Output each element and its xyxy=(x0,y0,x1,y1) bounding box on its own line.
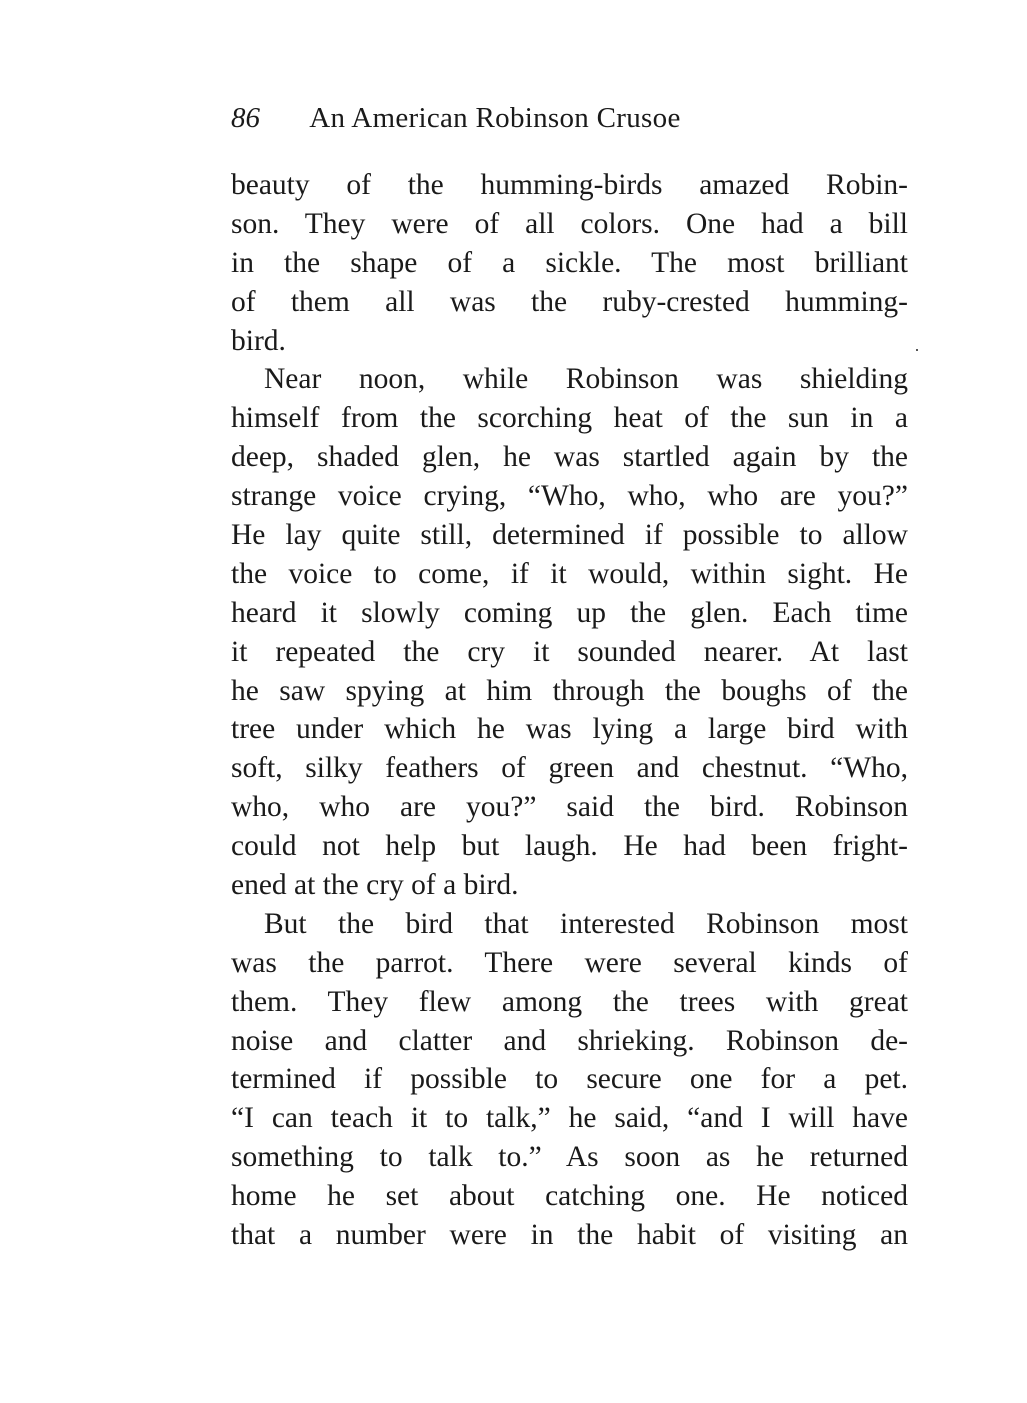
text-line: son. They were of all colors. One had a bill xyxy=(231,207,908,240)
text-line: strange voice crying, “Who, who, who are you?” xyxy=(231,480,908,513)
text-line: who, who are you?” said the bird. Robinson xyxy=(231,791,908,824)
text-line: beauty of the humming-birds amazed Robin- xyxy=(231,169,908,201)
text-line: himself from the scorching heat of the sun in a xyxy=(231,402,908,435)
text-line: could not help but laugh. He had been fright- xyxy=(231,830,908,863)
text-line: the voice to come, if it would, within sight. He xyxy=(231,557,908,590)
text-line: of them all was the ruby-crested humming- xyxy=(231,285,908,318)
text-line: in the shape of a sickle. The most brilliant xyxy=(231,246,908,279)
body-text xyxy=(231,166,908,1255)
text-line: something to talk to.” As soon as he returned xyxy=(231,1141,908,1174)
text-line: soft, silky feathers of green and chestnut. “Who, xyxy=(231,752,908,785)
text-line: it repeated the cry it sounded nearer. At last xyxy=(231,635,908,668)
text-line: ened at the cry of a bird. xyxy=(231,869,519,902)
text-line: termined if possible to secure one for a pet. xyxy=(231,1063,908,1096)
text-line: deep, shaded glen, he was startled again by the xyxy=(231,441,908,474)
stray-mark xyxy=(916,349,918,351)
paragraph-start-line: But the bird that interested Robinson most xyxy=(264,907,908,940)
text-line: “I can teach it to talk,” he said, “and I will have xyxy=(231,1102,908,1135)
text-line: heard it slowly coming up the glen. Each time xyxy=(231,596,908,629)
text-line: that a number were in the habit of visiting an xyxy=(231,1219,908,1252)
page-number: 86 xyxy=(231,102,260,134)
text-line: home he set about catching one. He noticed xyxy=(231,1180,908,1213)
text-line: was the parrot. There were several kinds of xyxy=(231,946,908,979)
text-line: them. They flew among the trees with great xyxy=(231,985,908,1018)
text-line: he saw spying at him through the boughs of the xyxy=(231,674,908,707)
text-line: He lay quite still, determined if possible to allow xyxy=(231,519,908,552)
paragraph-start-line: Near noon, while Robinson was shielding xyxy=(264,363,908,396)
book-title: An American Robinson Crusoe xyxy=(309,102,681,134)
text-line: tree under which he was lying a large bird with xyxy=(231,713,908,746)
running-head xyxy=(231,96,911,140)
text-line: bird. xyxy=(231,324,286,357)
text-line: noise and clatter and shrieking. Robinson de- xyxy=(231,1024,908,1057)
